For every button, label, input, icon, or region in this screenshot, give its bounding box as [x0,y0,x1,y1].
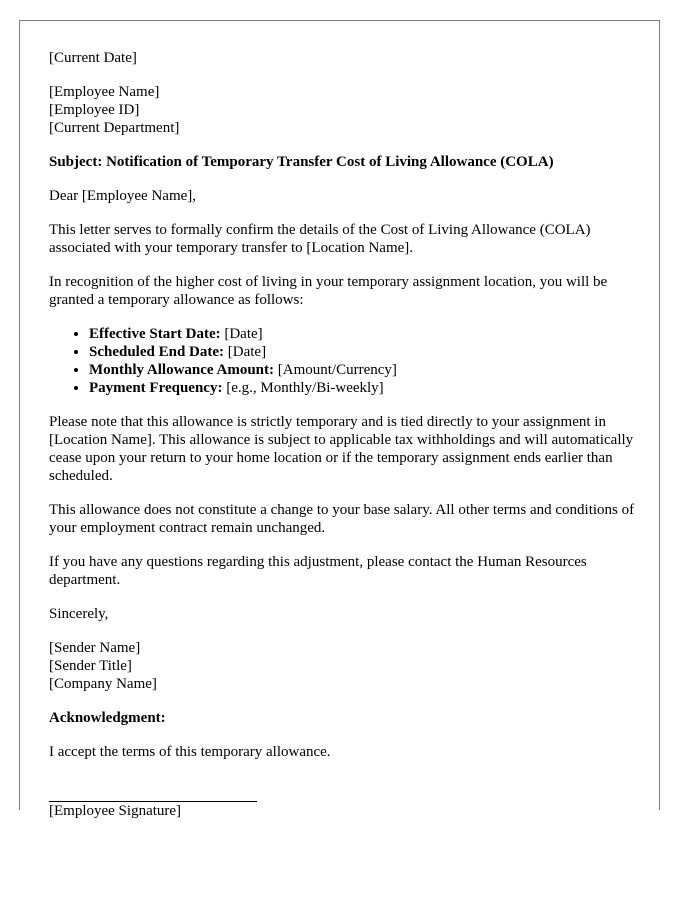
detail-monthly-amount [89,361,639,379]
recipient-name: [Employee Name] [49,84,160,100]
closing: Sincerely, [49,606,109,622]
letter-subject: Subject: Notification of Temporary Transfer Cost of Living Allowance (COLA) [49,154,554,170]
salary-paragraph: This allowance does not constitute a change to your base salary. All other terms and conditions of your employment contract remain unchanged. [49,502,635,536]
detail-value: [e.g., Monthly/Bi-weekly] [222,380,384,396]
recipient-id: [Employee ID] [49,102,140,118]
acknowledgment-text: I accept the terms of this temporary allowance. [49,744,331,760]
detail-value: [Amount/Currency] [274,362,397,378]
salutation: Dear [Employee Name], [49,188,197,204]
letter-date: [Current Date] [49,50,137,66]
letter-content [49,49,639,820]
sender-name: [Sender Name] [49,640,141,656]
recognition-paragraph: In recognition of the higher cost of living in your temporary assignment location, you will be granted a temporary allowance as follows: [49,274,608,308]
questions-paragraph: If you have any questions regarding this adjustment, please contact the Human Resources department. [49,554,587,588]
detail-value: [Date] [220,326,263,342]
recipient-block [49,83,639,137]
detail-payment-frequency [89,379,639,397]
letter-page [19,20,660,819]
detail-label: Payment Frequency: [89,380,223,396]
signature-label: [Employee Signature] [49,803,182,819]
detail-label: Effective Start Date: [89,326,221,342]
sender-title: [Sender Title] [49,658,132,674]
detail-label: Scheduled End Date: [89,344,225,360]
intro-paragraph: This letter serves to formally confirm the details of the Cost of Living Allowance (COLA) associated with your temporary transfer to [Location Name]. [49,222,591,256]
detail-label: Monthly Allowance Amount: [89,362,275,378]
note-paragraph: Please note that this allowance is strictly temporary and is tied directly to your assignment in [Location Name]. This allowance is subject to applicable tax withholdings and will automatically cease upon your return to your home location or if the temporary assignment ends earlier than scheduled. [49,414,634,484]
allowance-details-list [49,325,639,397]
sender-company: [Company Name] [49,676,157,692]
acknowledgment-heading: Acknowledgment: [49,710,166,726]
detail-end-date [89,343,639,361]
detail-start-date [89,325,639,343]
sender-block [49,639,639,693]
recipient-department: [Current Department] [49,120,180,136]
signature-line [49,777,257,802]
detail-value: [Date] [224,344,267,360]
